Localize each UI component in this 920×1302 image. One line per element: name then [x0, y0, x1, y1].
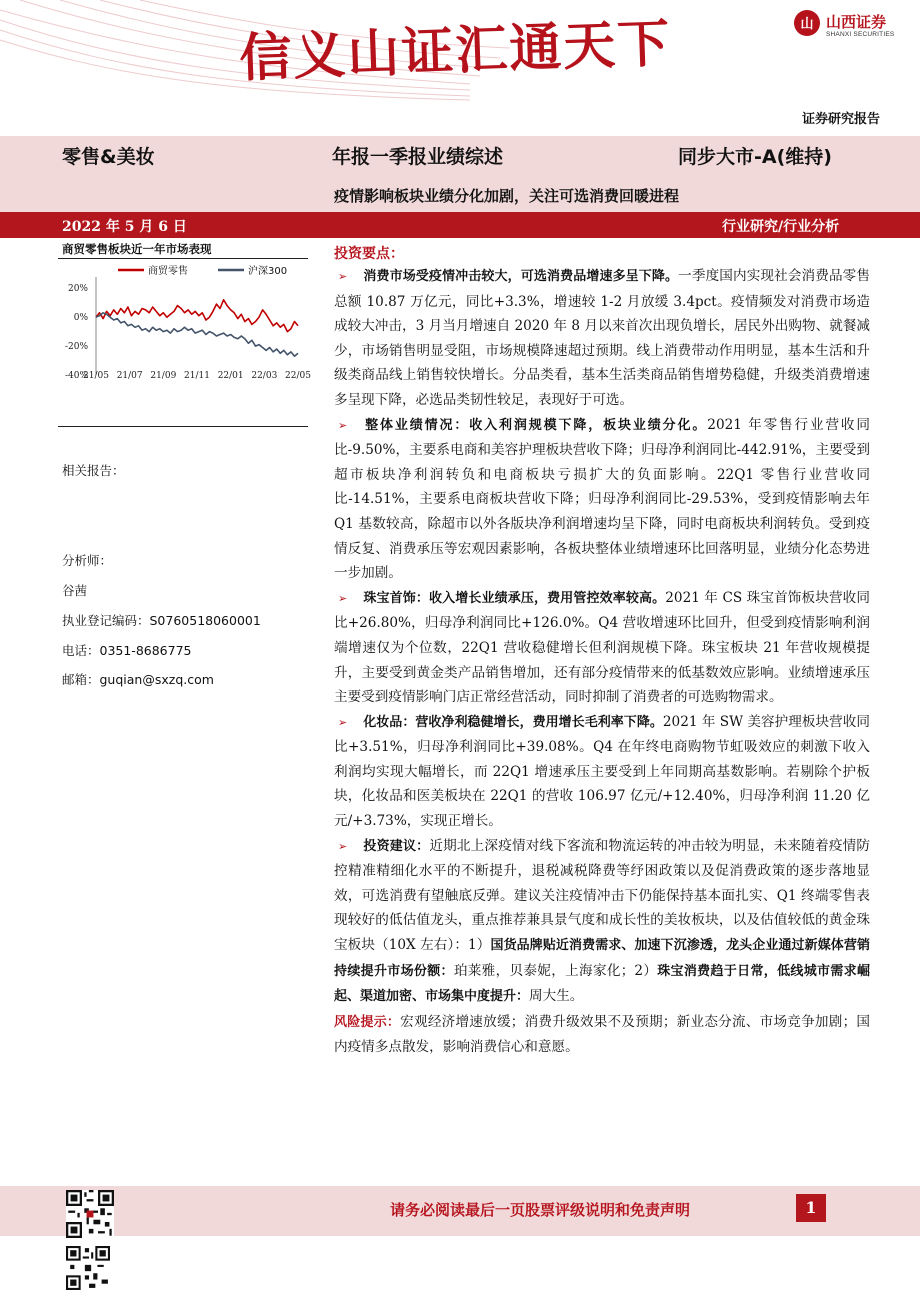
paragraph-text: 周大生。: [529, 988, 584, 1005]
logo-name-en: SHANXI SECURITIES: [826, 31, 895, 38]
x-tick-label: 22/03: [251, 371, 278, 381]
paragraph-text: 2021 年 CS 珠宝首饰板块营收同比+26.80%，归母净利润同比+126.0%。Q4 营收增速环比回升，但受到疫情影响利润端增速仅为个位数，22Q1 营收稳健增长但利润规模下降。珠宝板块 21 年营收规模提升，主要受到黄金类产品销售增加，还有部分疫情带来的低基数效应影响。业绩增速承压主要受到疫情影响门店正常经营活动，同时抑制了消费者的可选购物需求。: [334, 589, 870, 706]
report-subtitle: 疫情影响板块业绩分化加剧，关注可选消费回暖进程: [334, 187, 680, 205]
paragraph-text: 宏观经济增速放缓；消费升级效果不及预期；新业态分流、市场竞争加剧；国内疫情多点散发，影响消费信心和意愿。: [334, 1013, 870, 1056]
x-tick-label: 21/05: [83, 371, 109, 381]
brand-slogan: 信义山证汇通天下: [238, 13, 673, 89]
y-tick-label: 20%: [67, 284, 88, 295]
x-tick-label: 21/09: [150, 371, 177, 381]
svg-text:山: 山: [800, 17, 814, 32]
key-points-heading: 投资要点：: [334, 246, 404, 262]
y-tick-label: -40%: [64, 371, 88, 381]
market-performance-chart: [58, 259, 311, 425]
paragraph-overall-performance: [334, 413, 870, 586]
y-tick-label: -20%: [64, 342, 88, 353]
series-line-1: [96, 313, 298, 356]
logo-name: 山西证券: [826, 13, 887, 31]
chart-title: 商贸零售板块近一年市场表现: [62, 242, 212, 256]
sector-name: 零售&美妆: [62, 146, 155, 168]
paragraph-cosmetics: [334, 710, 870, 834]
paragraph-consumption: [334, 264, 870, 413]
report-category: 行业研究/行业分析: [722, 219, 840, 235]
paragraph-text: 2021 年零售行业营收同比-9.50%，主要系电商和美容护理板块营收下降；归母净利润同比-442.91%，主要受到超市板块净利润转负和电商板块亏损扩大的负面影响。22Q1 零售行业营收同比-14.51%，主要系电商板块营收下降；归母净利润同比-29.53%，受到疫情影响去年 Q1 基数较高，除超市以外各版块净利润增速均呈下降，同时电商板块利润转负。受到疫情反复、消费承压等宏观因素影响，各板块整体业绩增速环比回落明显，业绩分化态势进一步加剧。: [334, 416, 870, 582]
analyst-phone: 电话：0351-8686775: [62, 643, 192, 658]
paragraph-emphasis: 珠宝消费趋于日常，低线城市需求崛起、渠道加密、市场集中度提升：: [334, 963, 870, 1005]
report-type: 证券研究报告: [802, 112, 881, 127]
paragraph-jewelry: [334, 586, 870, 710]
analyst-label: 分析师：: [62, 553, 113, 568]
qr-code-icon: [66, 1190, 114, 1238]
series-line-0: [96, 300, 298, 332]
paragraph-emphasis: 国货品牌贴近消费需求、加速下沉渗透，龙头企业通过新媒体营销持续提升市场份额：: [334, 938, 870, 979]
bullet-arrow-icon: ➢: [338, 418, 348, 432]
paragraph-lead: 消费市场受疫情冲击较大，可选消费品增速多呈下降。: [363, 269, 679, 284]
page-number: 1: [796, 1194, 826, 1222]
rating: 同步大市-A(维持): [678, 146, 832, 168]
paragraph-lead: 化妆品：营收净利稳健增长，费用增长毛利率下降。: [363, 714, 663, 730]
paragraph-risk: [334, 1010, 870, 1060]
paragraph-lead: 整体业绩情况：收入利润规模下降，板块业绩分化。: [363, 417, 708, 433]
y-tick-label: 0%: [73, 313, 88, 324]
paragraph-lead: 投资建议：: [363, 838, 430, 854]
paragraph-text: 近期北上深疫情对线下客流和物流运转的冲击较为明显，未来随着疫情防控精准精细化水平的不断提升，退税减税降费等纾困政策以及促消费政策的逐步落地显效，可选消费有望触底反弹。建议关注疫情冲击下仍能保持基本面扎实、Q1 终端零售表现较好的低估值龙头，重点推荐兼具景气度和成长性的美妆板块，以及估值较低的黄金珠宝板块（10X 左右）：1）: [334, 837, 870, 954]
report-title: 年报一季报业绩综述: [332, 146, 504, 168]
paragraph-text: 一季度国内实现社会消费品零售总额 10.87 万亿元，同比+3.3%，增速较 1-2 月放缓 3.4pct。疫情频发对消费市场造成较大冲击，3 月当月增速自 2020 年 8 月以来首次出现负增长，居民外出购物、就餐减少，市场销售明显受阻，市场规模降速超过预期。线上消费带动作用明显，基本生活和升级类商品线上销售较快增长。分品类看，基本生活类商品销售增势稳健，升级类消费增速多呈现下降，必选品类韧性较足，表现好于可选。: [334, 268, 870, 408]
disclaimer-notice: 请务必阅读最后一页股票评级说明和免责声明: [390, 1201, 691, 1219]
company-logo: [794, 10, 914, 44]
paragraph-lead: 珠宝首饰：收入增长业绩承压，费用管控效率较高。: [363, 590, 666, 606]
paragraph-text: 2021 年 SW 美容护理板块营收同比+3.51%，归母净利润同比+39.08%。Q4 在年终电商购物节虹吸效应的刺激下收入利润均实现大幅增长，而 22Q1 增速承压主要受到上年同期高基数影响。若剔除个护板块，化妆品和医美板块在 22Q1 的营收 106.97 亿元/+12.40%，归母净利润 11.20 亿元/+3.73%，实现正增长。: [334, 713, 870, 830]
qr-code-icon: [66, 1246, 110, 1290]
analyst-name: 谷茜: [62, 583, 88, 598]
x-tick-label: 21/07: [116, 371, 143, 381]
risk-heading: 风险提示：: [334, 1014, 401, 1030]
report-body: [334, 264, 870, 1060]
paragraph-text: 珀莱雅，贝泰妮，上海家化；2）: [453, 962, 658, 979]
bullet-arrow-icon: ➢: [338, 591, 348, 605]
x-tick-label: 21/11: [184, 371, 210, 381]
bullet-arrow-icon: ➢: [338, 839, 348, 853]
x-tick-label: 22/05: [285, 371, 311, 381]
chart-rule-bottom: [58, 426, 308, 427]
legend-label-0: 商贸零售: [148, 266, 188, 277]
analyst-email[interactable]: 邮箱：guqian@sxzq.com: [62, 672, 214, 687]
paragraph-investment-advice: [334, 834, 870, 1010]
analyst-registration: 执业登记编码：S0760518060001: [62, 613, 261, 628]
related-reports-label: 相关报告：: [62, 463, 125, 478]
legend-label-1: 沪深300: [248, 266, 288, 277]
report-date: 2022 年 5 月 6 日: [62, 219, 187, 235]
bullet-arrow-icon: ➢: [338, 715, 348, 729]
bullet-arrow-icon: ➢: [338, 270, 348, 283]
x-tick-label: 22/01: [217, 371, 244, 381]
logo-mark-icon: [794, 10, 820, 36]
